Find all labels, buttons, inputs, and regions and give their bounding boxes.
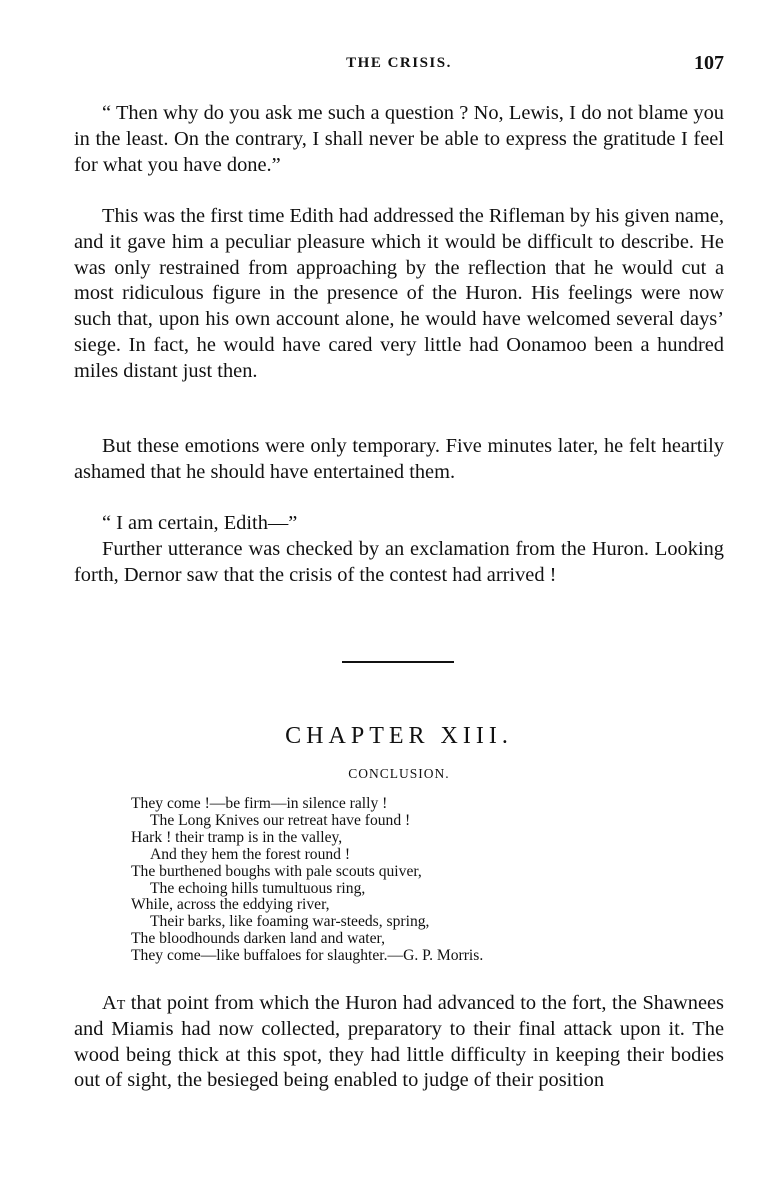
paragraph-2: This was the first time Edith had addressed the Rifleman by his given name, and it gave him a peculiar pleasure which it would be difficult to describe. He was only restrained from approaching by the reflection that he would cut a most ridiculous figure in the presence of the Huron. His feelings were now such that, upon his own account alone, he would have welcomed several days’ siege. In fact, he would have cared very little had Oonamoo been a hundred miles distant just then. bbox=[74, 205, 724, 382]
paragraph-5: Further utterance was checked by an exclamation from the Huron. Looking forth, Dernor saw that the crisis of the contest had arrived ! bbox=[74, 538, 724, 586]
poem-line: The echoing hills tumultuous ring, bbox=[150, 879, 366, 897]
running-title: THE CRISIS. bbox=[346, 55, 452, 71]
section-divider bbox=[342, 661, 454, 663]
poem-line: The bloodhounds darken land and water, bbox=[131, 930, 385, 948]
paragraph-4: “ I am certain, Edith—” bbox=[102, 512, 298, 534]
chapter-subtitle: CONCLUSION. bbox=[348, 766, 450, 781]
page-number: 107 bbox=[694, 52, 724, 74]
poem-line: And they hem the forest round ! bbox=[150, 845, 351, 863]
poem-line: Their barks, like foaming war-steeds, spring, bbox=[150, 913, 430, 931]
chapter-title: CHAPTER XIII. bbox=[285, 723, 513, 749]
poem-line: While, across the eddying river, bbox=[131, 896, 330, 914]
poem-line: Hark ! their tramp is in the valley, bbox=[131, 828, 343, 846]
opening-word: At bbox=[102, 992, 126, 1014]
epigraph-poem bbox=[131, 796, 711, 965]
paragraph-3: But these emotions were only temporary. Five minutes later, he felt heartily ashamed that he should have entertained them. bbox=[74, 435, 724, 483]
poem-line: They come !—be firm—in silence rally ! bbox=[131, 795, 388, 812]
chapter-opening-paragraph bbox=[74, 991, 724, 1094]
poem-line: They come—like buffaloes for slaughter.—G. P. Morris. bbox=[131, 947, 484, 965]
poem-line: The Long Knives our retreat have found ! bbox=[150, 811, 411, 829]
paragraph-1: “ Then why do you ask me such a question ? No, Lewis, I do not blame you in the least. On the contrary, I shall never be able to express the gratitude I feel for what you have done.” bbox=[74, 102, 724, 176]
running-head bbox=[74, 52, 724, 78]
opening-text: that point from which the Huron had advanced to the fort, the Shawnees and Miamis had now collected, preparatory to their final attack upon it. The wood being thick at this spot, they had little difficulty in keeping their bodies out of sight, the besieged being enabled to judge of their position bbox=[74, 992, 724, 1092]
poem-line: The burthened boughs with pale scouts quiver, bbox=[131, 862, 422, 880]
